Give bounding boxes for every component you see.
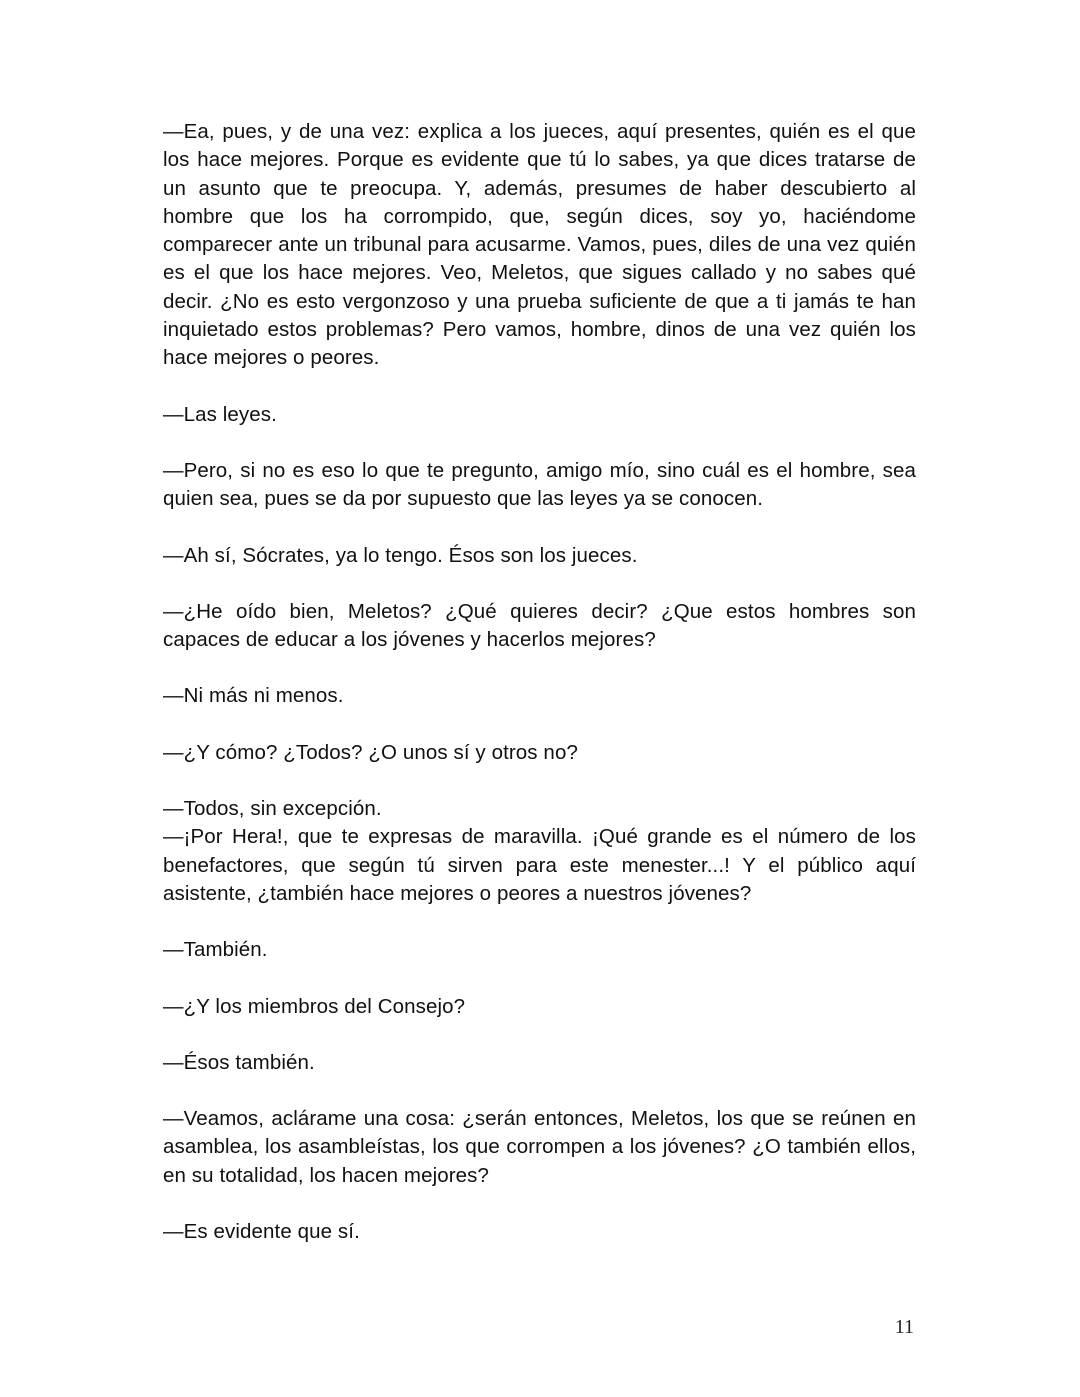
paragraph-meletos-all-without-exception: —Todos, sin excepción. (163, 797, 382, 821)
paragraph-meletos-evidently: —Es evidente que sí. (163, 1220, 360, 1244)
paragraph-socrates-council: —¿Y los miembros del Consejo? (163, 994, 466, 1018)
paragraph-meletos-exactly: —Ni más ni menos. (163, 684, 344, 708)
page-number: 11 (894, 1316, 914, 1338)
paragraph-socrates-which-man: —Pero, si no es eso lo que te pregunto, amigo mío, sino cuál es el hombre, sea quien sea, pues se da por supuesto que las leyes ya se conocen. (163, 458, 916, 511)
page-body (163, 118, 916, 1274)
paragraph-socrates-all: —¿Y cómo? ¿Todos? ¿O unos sí y otros no? (163, 740, 578, 764)
paragraph-meletos-also: —También. (163, 938, 268, 962)
paragraph-socrates-assembly: —Veamos, aclárame una cosa: ¿serán entonces, Meletos, los que se reúnen en asamblea, los asambleístas, los que corrompen a los jóvenes? ¿O también ellos, en su totalidad, los hacen mejores? (163, 1107, 916, 1187)
paragraph-meletos-those-also: —Ésos también. (163, 1050, 315, 1074)
paragraph-meletos-judges: —Ah sí, Sócrates, ya lo tengo. Ésos son los jueces. (163, 543, 638, 567)
paragraph-meletos-laws: —Las leyes. (163, 402, 277, 426)
paragraph-socrates-challenge: —Ea, pues, y de una vez: explica a los jueces, aquí presentes, quién es el que los hace mejores. Porque es evidente que tú lo sabes, ya que dices tratarse de un asunto que te preocupa. Y, además, presumes de haber descubierto al hombre que los ha corrompido, que, según dices, soy yo, haciéndome comparecer ante un tribunal para acusarme. Vamos, pues, diles de una vez quién es el que los hace mejores. Veo, Meletos, que sigues callado y no sabes qué decir. ¿No es esto vergonzoso y una prueba suficiente de que a ti jamás te han inquietado estos problemas? Pero vamos, hombre, dinos de una vez quién los hace mejores o peores. (163, 120, 916, 370)
paragraph-socrates-heard-well: —¿He oído bien, Meletos? ¿Qué quieres decir? ¿Que estos hombres son capaces de educar a los jóvenes y hacerlos mejores? (163, 599, 916, 652)
paragraph-socrates-hera: —¡Por Hera!, que te expresas de maravilla. ¡Qué grande es el número de los benefactores, que según tú sirven para este menester...! Y el público aquí asistente, ¿también hace mejores o peores a nuestros jóvenes? (163, 825, 916, 905)
